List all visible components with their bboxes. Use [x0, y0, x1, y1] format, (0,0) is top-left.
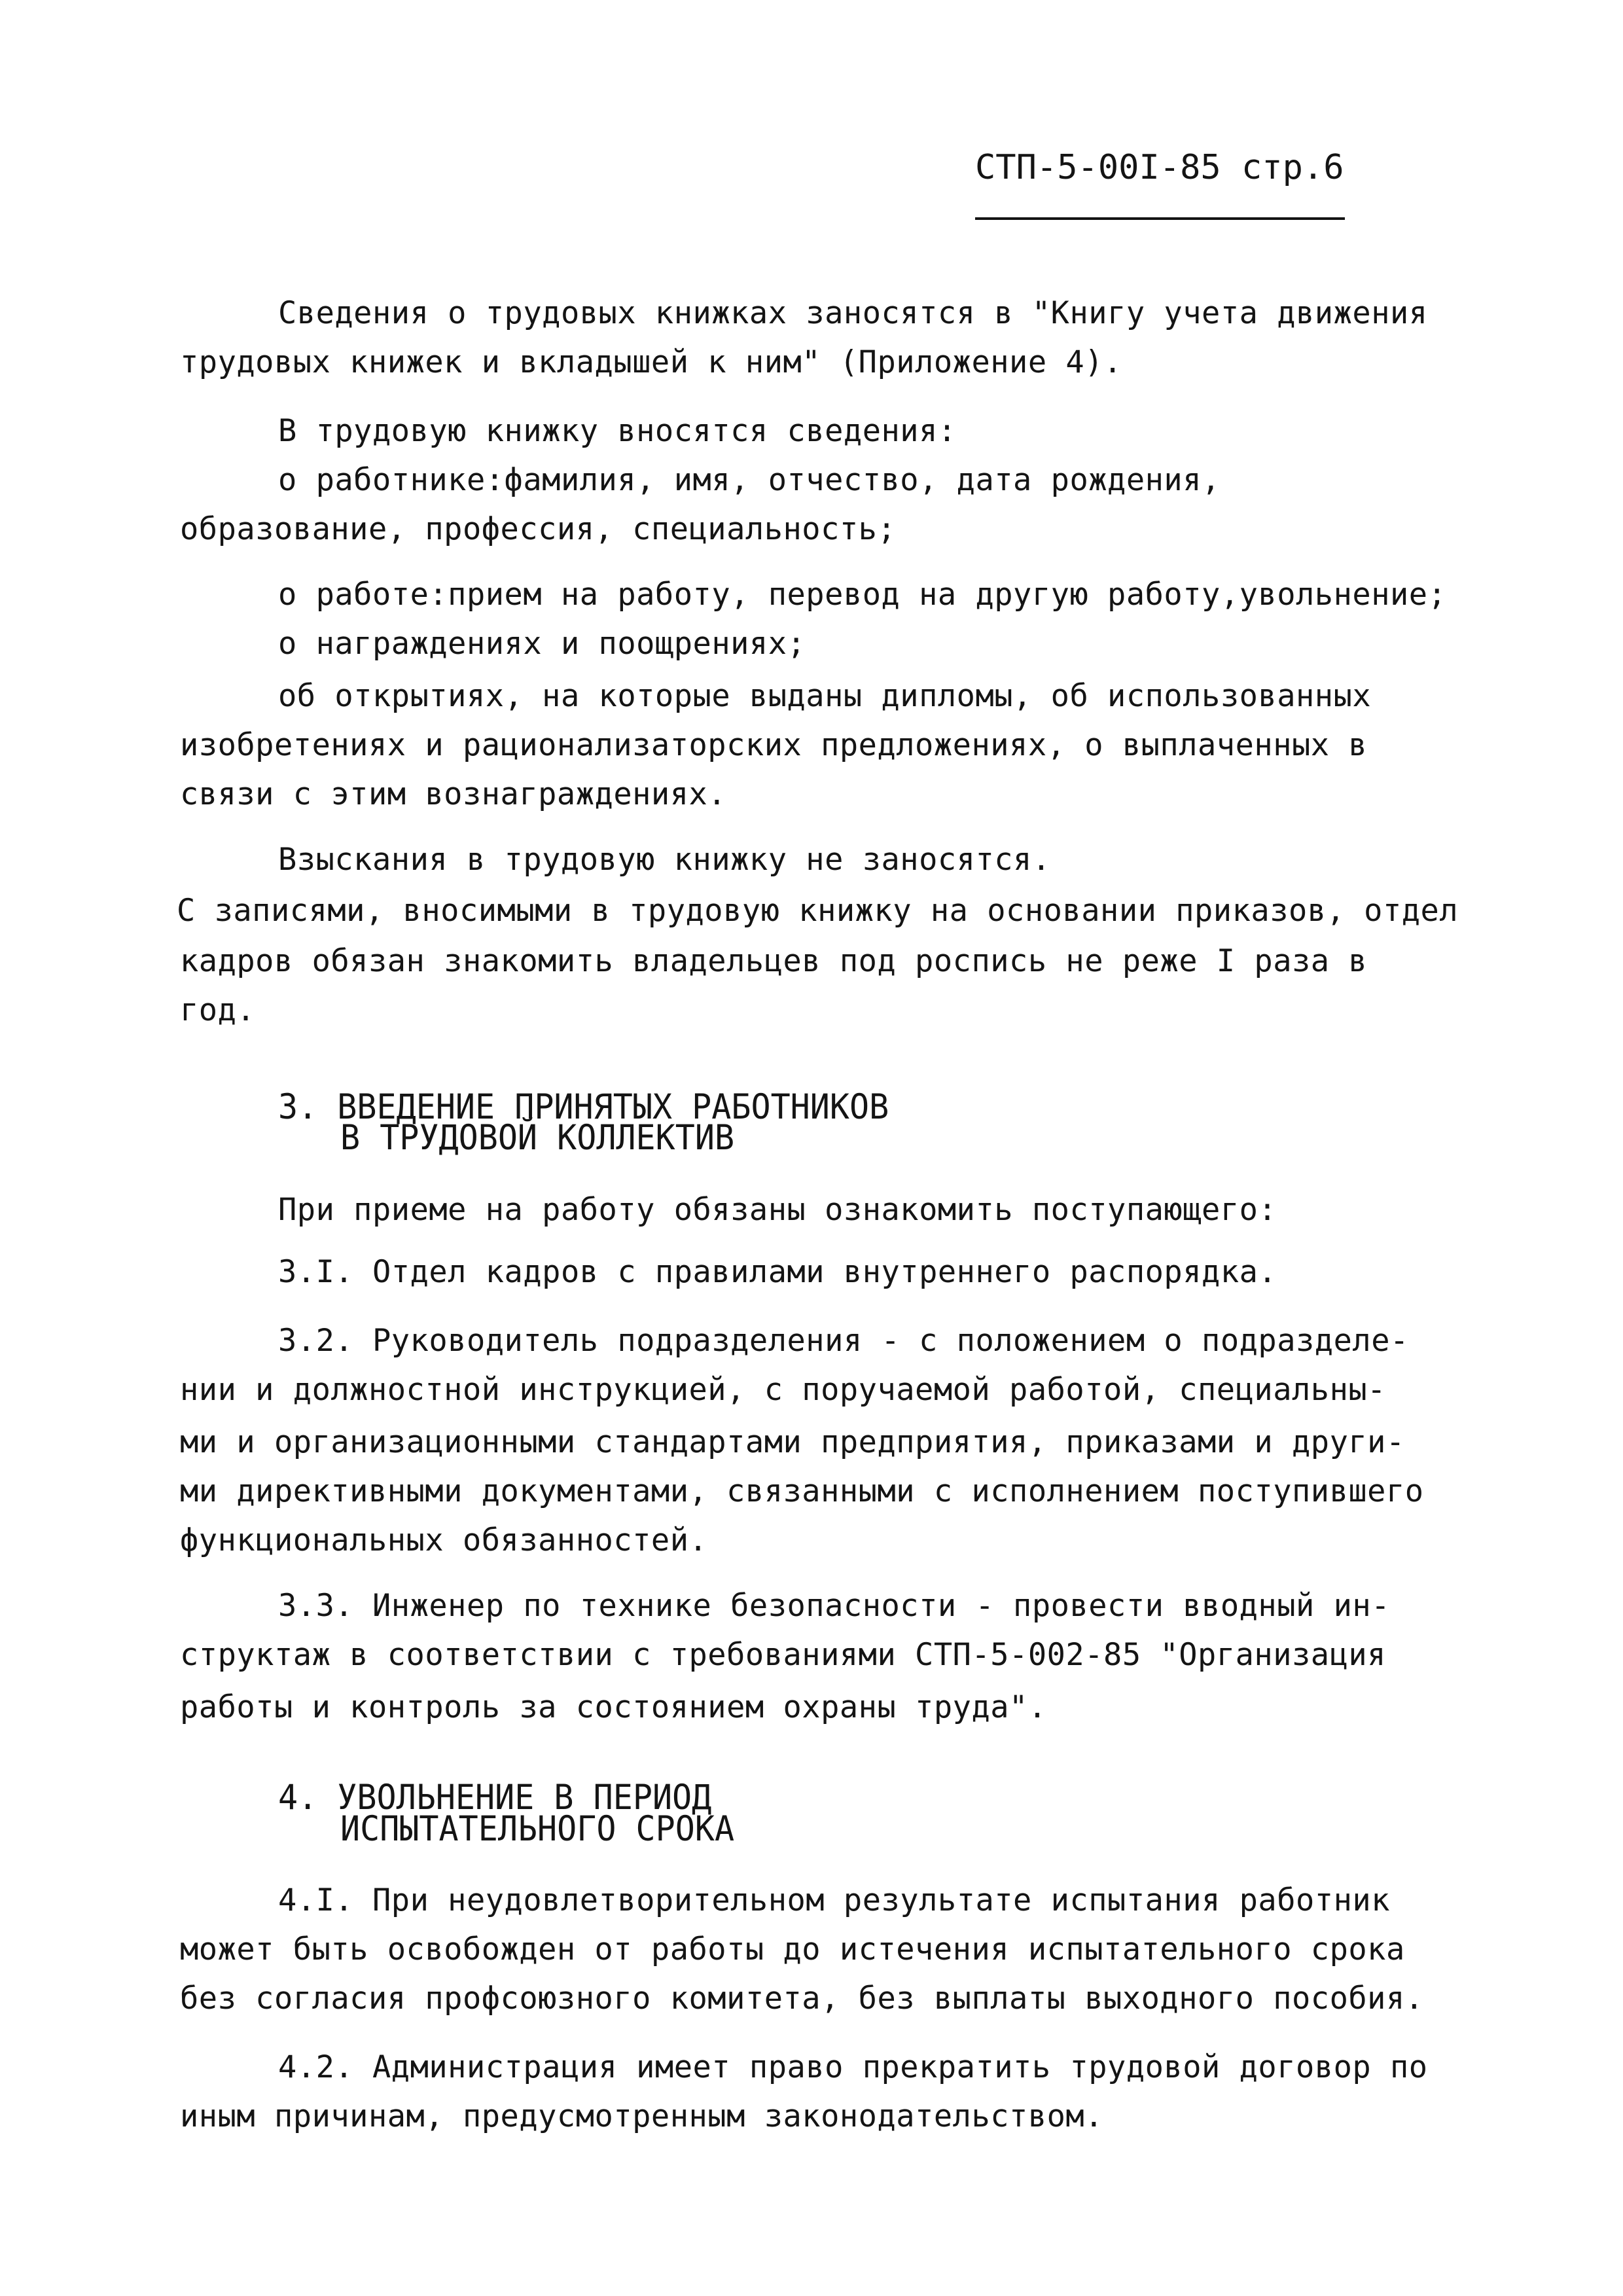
- text-line: иным причинам, предусмотренным законодательством.: [180, 2098, 1104, 2134]
- document-code-header: СТП-5-00I-85 стр.6: [975, 148, 1344, 187]
- text-line: функциональных обязанностей.: [180, 1522, 708, 1558]
- text-line: об открытиях, на которые выданы дипломы, об использованных: [278, 678, 1372, 714]
- section-3-title: 3. ВВЕДЕНИЕ ПРИНЯТЫХ РАБОТНИКОВ: [278, 1086, 889, 1127]
- text-line: В трудовую книжку вносятся сведения:: [278, 413, 957, 449]
- text-line: без согласия профсоюзного комитета, без выплаты выходного пособия.: [180, 1981, 1424, 2017]
- text-line: ми директивными документами, связанными с исполнением поступившего: [180, 1473, 1424, 1509]
- text-line: образование, профессия, специальность;: [180, 511, 897, 547]
- text-line: год.: [180, 992, 256, 1028]
- text-line: При приеме на работу обязаны ознакомить поступающего:: [278, 1192, 1277, 1228]
- text-line: связи с этим вознаграждениях.: [180, 776, 727, 812]
- text-line: С записями, вносимыми в трудовую книжку на основании приказов, отдел: [177, 893, 1459, 929]
- text-line: 3.2. Руководитель подразделения - с положением о подразделе-: [278, 1323, 1409, 1359]
- text-line: работы и контроль за состоянием охраны труда".: [180, 1689, 1047, 1725]
- text-line: 3.I. Отдел кадров с правилами внутреннего распорядка.: [278, 1254, 1277, 1290]
- text-line: 4.2. Администрация имеет право прекратить трудовой договор по: [278, 2049, 1428, 2085]
- text-line: 3.3. Инженер по технике безопасности - провести вводный ин-: [278, 1588, 1390, 1624]
- text-line: кадров обязан знакомить владельцев под роспись не реже I раза в: [180, 943, 1368, 979]
- text-line: структаж в соответствии с требованиями СТП-5-002-85 "Организация: [180, 1637, 1386, 1673]
- section-4-title: 4. УВОЛЬНЕНИЕ В ПЕРИОД: [278, 1777, 712, 1818]
- text-line: Взыскания в трудовую книжку не заносятся.: [278, 842, 1051, 878]
- text-line: трудовых книжек и вкладышей к ним" (Приложение 4).: [180, 344, 1122, 380]
- section-4-title-continued: ИСПЫТАТЕЛЬНОГО СРОКА: [340, 1808, 735, 1849]
- section-3-title-continued: В ТРУДОВОЙ КОЛЛЕКТИВ: [340, 1117, 735, 1158]
- text-line: нии и должностной инструкцией, с поручаемой работой, специальны-: [180, 1372, 1386, 1408]
- header-underline: [975, 217, 1345, 220]
- text-line: о работнике:фамилия, имя, отчество, дата рождения,: [278, 462, 1221, 498]
- text-line: о награждениях и поощрениях;: [278, 626, 806, 662]
- text-line: 4.I. При неудовлетворительном результате испытания работник: [278, 1882, 1390, 1918]
- text-line: изобретениях и рационализаторских предложениях, о выплаченных в: [180, 727, 1368, 763]
- text-line: ми и организационными стандартами предприятия, приказами и други-: [180, 1424, 1405, 1460]
- text-line: о работе:прием на работу, перевод на другую работу,увольнение;: [278, 577, 1447, 613]
- text-line: может быть освобожден от работы до истечения испытательного срока: [180, 1931, 1405, 1967]
- text-line: Сведения о трудовых книжках заносятся в "Книгу учета движения: [278, 295, 1428, 331]
